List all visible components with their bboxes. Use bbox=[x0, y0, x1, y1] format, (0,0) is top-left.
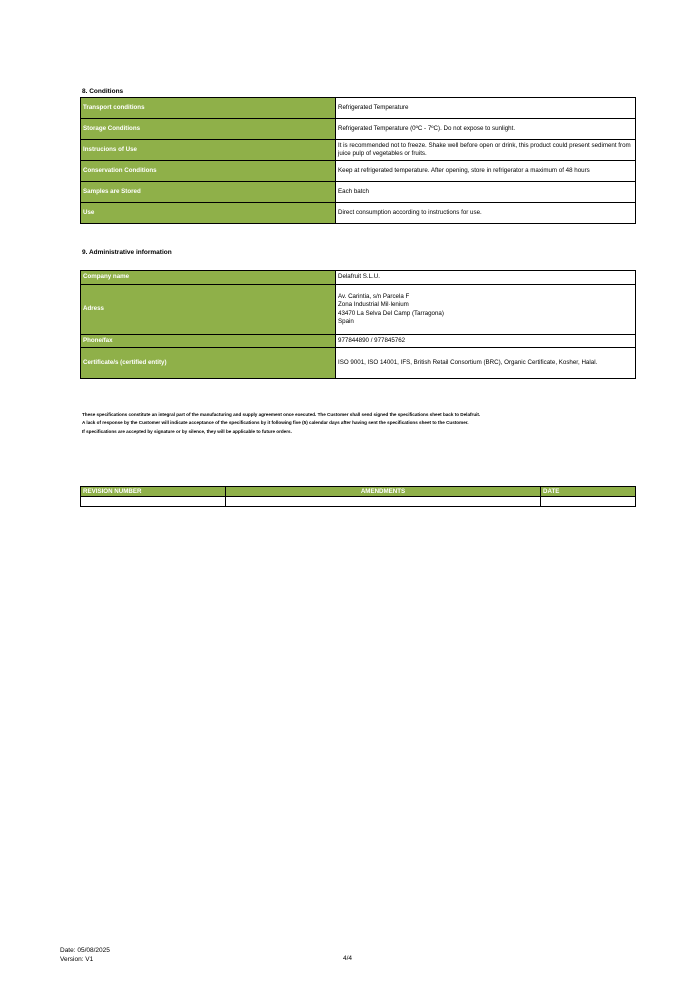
table-row bbox=[81, 140, 636, 161]
certificates-label: Certificate/s (certified entity) bbox=[81, 348, 336, 379]
instructions-of-use-value: It is recommended not to freeze. Shake well before open or drink, this product could present sediment from juice pulp of vegetables or fruits. bbox=[336, 140, 636, 161]
transport-conditions-value: Refrigerated Temperature bbox=[336, 98, 636, 119]
address-value bbox=[336, 285, 636, 335]
table-row bbox=[81, 348, 636, 379]
revision-header-row bbox=[81, 487, 636, 497]
admin-table bbox=[80, 270, 636, 379]
note-line: These specifications constitute an integral part of the manufacturing and supply agreement once executed. The Customer shall send signed the specifications sheet back to Delafruit. bbox=[82, 412, 481, 417]
revision-number-header: REVISION NUMBER bbox=[81, 487, 226, 497]
footer-date: Date: 05/08/2025 bbox=[60, 947, 110, 954]
use-label: Use bbox=[81, 203, 336, 224]
address-line: Zona Industrial Mil·lenium bbox=[338, 301, 409, 309]
footer-info bbox=[60, 946, 110, 965]
revision-table bbox=[80, 486, 636, 507]
table-row bbox=[81, 161, 636, 182]
specification-notes bbox=[82, 411, 480, 436]
samples-stored-label: Samples are Stored bbox=[81, 182, 336, 203]
address-line: Spain bbox=[338, 317, 354, 325]
table-row bbox=[81, 271, 636, 285]
phone-fax-label: Phone/fax bbox=[81, 335, 336, 348]
conditions-table bbox=[80, 97, 636, 224]
conservation-conditions-value: Keep at refrigerated temperature. After opening, store in refrigerator a maximum of 48 hours bbox=[336, 161, 636, 182]
table-row bbox=[81, 98, 636, 119]
samples-stored-value: Each batch bbox=[336, 182, 636, 203]
revision-number-cell bbox=[81, 497, 226, 507]
instructions-of-use-label: Instrucions of Use bbox=[81, 140, 336, 161]
table-row bbox=[81, 497, 636, 507]
address-line: 43470 La Selva Del Camp (Tarragona) bbox=[338, 309, 444, 317]
page-number: 4/4 bbox=[343, 955, 353, 962]
note-line: A lack of response by the Customer will indicate acceptance of the specifications by it following five (5) calendar days after having sent the specifications sheet to the Customer. bbox=[82, 420, 469, 426]
amendments-header: AMENDMENTS bbox=[226, 487, 541, 497]
transport-conditions-label: Transport conditions bbox=[81, 98, 336, 119]
use-value: Direct consumption according to instructions for use. bbox=[336, 203, 636, 224]
company-name-label: Company name bbox=[81, 271, 336, 285]
storage-conditions-label: Storage Conditions bbox=[81, 119, 336, 140]
section-8-title: 8. Conditions bbox=[82, 88, 124, 95]
table-row bbox=[81, 285, 636, 335]
conservation-conditions-label: Conservation Conditions bbox=[81, 161, 336, 182]
certificates-value: ISO 9001, ISO 14001, IFS, British Retail Consortium (BRC), Organic Certificate, Kosher, Halal. bbox=[336, 348, 636, 379]
address-line: Av. Carintia, s/n Parcela F bbox=[338, 292, 410, 300]
table-row bbox=[81, 119, 636, 140]
storage-conditions-value: Refrigerated Temperature (0ºC - 7ºC). Do not expose to sunlight. bbox=[336, 119, 636, 140]
section-9-title: 9. Administrative information bbox=[82, 249, 172, 256]
address-label: Adress bbox=[81, 285, 336, 335]
amendments-cell bbox=[226, 497, 541, 507]
date-header: DATE bbox=[541, 487, 636, 497]
table-row bbox=[81, 182, 636, 203]
table-row bbox=[81, 335, 636, 348]
phone-fax-value: 977844890 / 977845762 bbox=[336, 335, 636, 348]
date-cell bbox=[541, 497, 636, 507]
company-name-value: Delafruit S.L.U. bbox=[336, 271, 636, 285]
note-line: If specifications are accepted by signature or by silence, they will be applicable to future orders. bbox=[82, 428, 292, 434]
table-row bbox=[81, 203, 636, 224]
footer-version: Version: V1 bbox=[60, 956, 94, 964]
